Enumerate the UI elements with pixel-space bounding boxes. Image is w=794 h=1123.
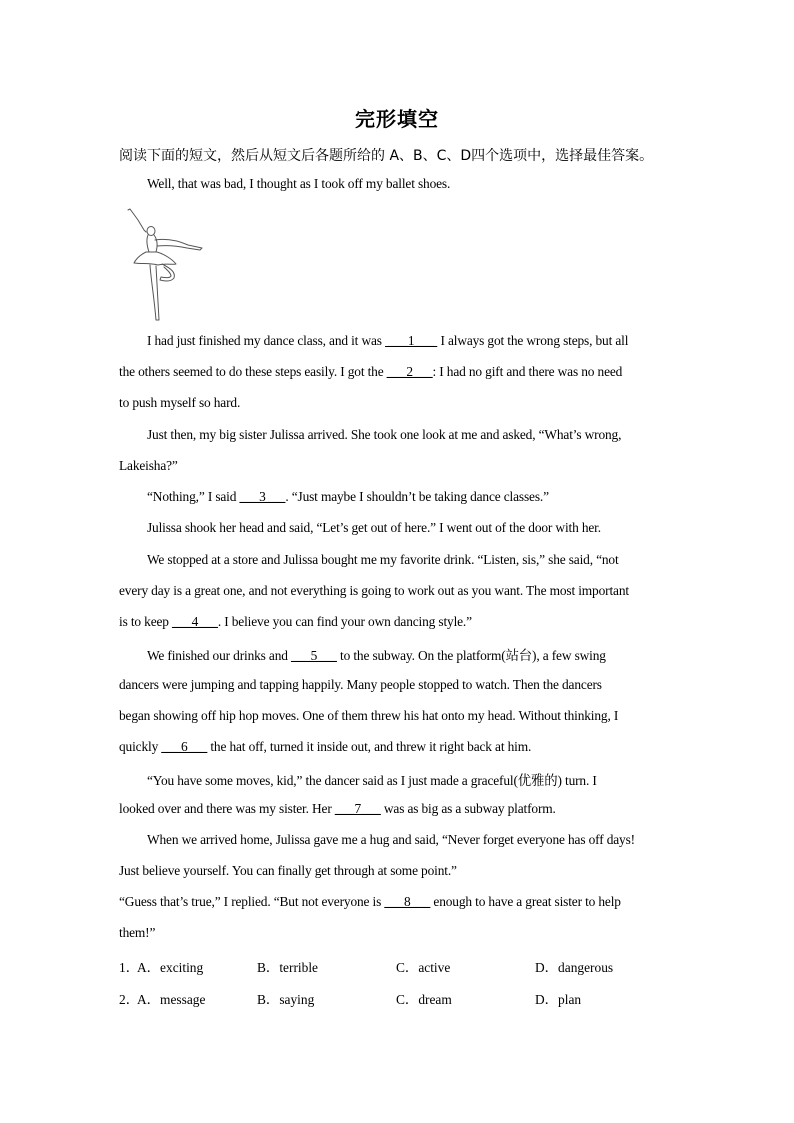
- blank-1: ___1___: [385, 333, 438, 348]
- blank-2: ___2___: [386, 364, 433, 379]
- passage-line: to push myself so hard.: [119, 395, 241, 410]
- option-c[interactable]: C．active: [396, 960, 451, 975]
- passage-text: the hat off, turned it inside out, and threw it right back at him.: [207, 739, 532, 754]
- passage-line: When we arrived home, Julissa gave me a hug and said, “Never forget everyone has off days!: [147, 832, 635, 847]
- passage-text: was as big as a subway platform.: [380, 801, 556, 816]
- option-a[interactable]: A．exciting: [137, 960, 204, 975]
- passage-line: [119, 894, 675, 910]
- passage-line: [147, 645, 675, 664]
- passage-line: [119, 364, 675, 380]
- passage-text: to the subway. On the platform(站台), a few swing: [336, 648, 606, 663]
- option-d[interactable]: D．dangerous: [535, 960, 614, 975]
- passage-text: is to keep: [119, 614, 173, 629]
- option-b[interactable]: B．terrible: [257, 960, 318, 975]
- blank-7: ___7___: [334, 801, 381, 816]
- passage-line: them!”: [119, 925, 156, 940]
- passage-line: “You have some moves, kid,” the dancer said as I just made a graceful(优雅的) turn. I: [147, 773, 597, 788]
- passage-line: [119, 614, 675, 630]
- passage-line: [147, 489, 675, 505]
- intro-line: Well, that was bad, I thought as I took off my ballet shoes.: [147, 176, 451, 191]
- passage-text: “Guess that’s true,” I replied. “But not everyone is: [119, 894, 385, 909]
- blank-5: ___5___: [291, 648, 337, 663]
- passage-line: [119, 739, 675, 755]
- option-c[interactable]: C．dream: [396, 992, 452, 1007]
- passage-line: dancers were jumping and tapping happily. Many people stopped to watch. Then the dancers: [119, 677, 602, 692]
- passage-text: quickly: [119, 739, 162, 754]
- passage-line: Lakeisha?”: [119, 458, 178, 473]
- option-d[interactable]: D．plan: [535, 992, 582, 1007]
- passage-line: Just then, my big sister Julissa arrived. She took one look at me and asked, “What’s wrong,: [147, 427, 622, 442]
- passage-text: “Nothing,” I said: [147, 489, 240, 504]
- passage-line: began showing off hip hop moves. One of them threw his hat onto my head. Without thinking, I: [119, 708, 619, 723]
- passage-text: looked over and there was my sister. Her: [119, 801, 335, 816]
- passage-text: I had just finished my dance class, and it was: [147, 333, 386, 348]
- passage-text: the others seemed to do these steps easily. I got the: [119, 364, 387, 379]
- page-title: 完形填空: [355, 107, 439, 131]
- blank-8: ___8___: [384, 894, 431, 909]
- instructions: 阅读下面的短文，然后从短文后各题所给的 A、B、C、D四个选项中，选择最佳答案。: [119, 148, 654, 164]
- option-b[interactable]: B．saying: [257, 992, 315, 1007]
- passage-text: : I had no gift and there was no need: [432, 364, 623, 379]
- blank-3: ___3___: [239, 489, 286, 504]
- passage-line: Julissa shook her head and said, “Let’s get out of here.” I went out of the door with her.: [147, 520, 601, 535]
- blank-6: ___6___: [161, 739, 208, 754]
- passage-text: I always got the wrong steps, but all: [437, 333, 629, 348]
- passage-text: . “Just maybe I shouldn’t be taking dance classes.”: [285, 489, 549, 504]
- passage-line: [119, 801, 675, 817]
- passage-text: . I believe you can find your own dancing style.”: [217, 614, 472, 629]
- ballet-dancer-illustration: [124, 208, 204, 324]
- passage-line: [147, 333, 675, 349]
- passage-line: We stopped at a store and Julissa bought me my favorite drink. “Listen, sis,” she said, “not: [147, 552, 619, 567]
- passage-line: Just believe yourself. You can finally get through at some point.”: [119, 863, 457, 878]
- passage-text: enough to have a great sister to help: [430, 894, 621, 909]
- passage-text: We finished our drinks and: [147, 648, 291, 663]
- question-number: 1．: [119, 960, 140, 975]
- blank-4: ___4___: [172, 614, 218, 629]
- question-number: 2．: [119, 992, 140, 1007]
- option-a[interactable]: A．message: [137, 992, 206, 1007]
- passage-line: every day is a great one, and not everything is going to work out as you want. The most important: [119, 583, 629, 598]
